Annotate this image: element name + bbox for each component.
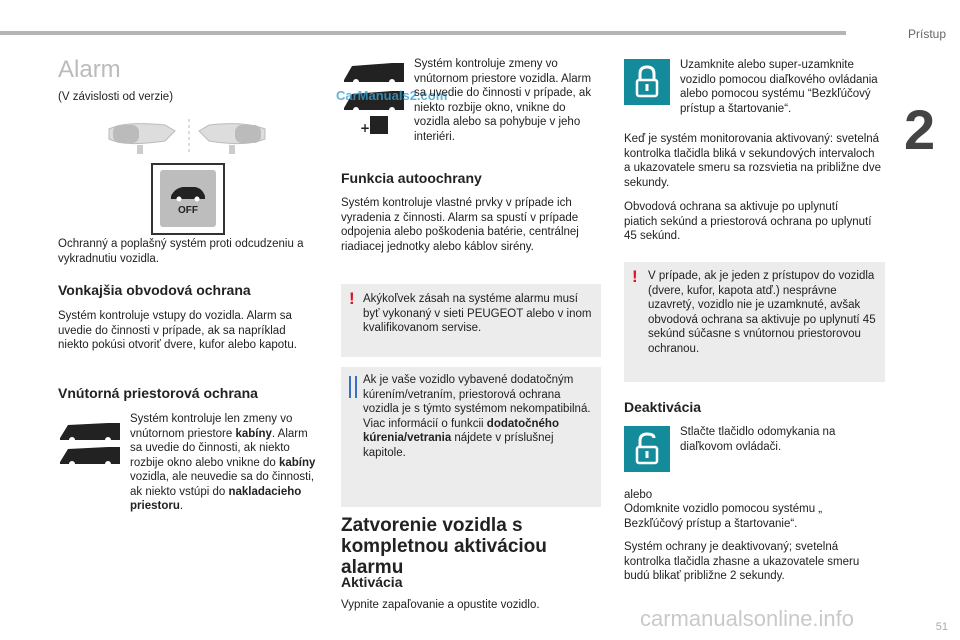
warning-icon-2: ! [632, 267, 638, 286]
subtitle: (V závislosti od verzie) [58, 91, 174, 103]
keys-icon [105, 117, 270, 157]
info-text: Ak je vaše vozidlo vybavené dodatočným kúrením/vetraním, priestorová ochrana vozidla je s týmto systémom nekompatibilná. Viac informácií o funkcii dodatočného kúrenia/vetrania nájdete v príslušnej kapitole. [363, 374, 591, 459]
info-box [341, 367, 601, 507]
alarm-off-button [151, 163, 225, 235]
lock-heading: Zatvorenie vozidla s kompletnou aktiváciou alarmu [341, 515, 547, 578]
car-shield-icon [169, 184, 207, 202]
section-title: Prístup [907, 27, 946, 41]
svg-text:+: + [360, 121, 371, 135]
or-step: Odomknite vozidlo pomocou systému „ Bezkľúčový prístup a štartovanie“. [624, 503, 823, 530]
int-heading: Vnútorná priestorová ochrana [58, 385, 258, 401]
chapter-number: 2 [904, 98, 936, 161]
monitor-text: Keď je systém monitorovania aktivovaný: svetelná kontrolka tlačidla bliká v sekundových intervaloch a ukazovatele smeru sa rozsvietia na približne dve sekundy. [624, 133, 881, 189]
page-title: Alarm [58, 56, 121, 83]
ext-text: Systém kontroluje vstupy do vozidla. Alarm sa uvedie do činnosti v prípade, ak sa napríklad niekto pokúsi otvoriť dvere, kufor alebo kapotu. [58, 310, 297, 351]
warning-text: Akýkoľvek zásah na systéme alarmu musí byť vykonaný v sieti PEUGEOT alebo v inom kvalifikovanom servise. [363, 293, 592, 334]
lock-button [624, 59, 670, 105]
activation-step: Vypnite zapaľovanie a opustite vozidlo. [341, 599, 540, 611]
activation-heading: Aktivácia [341, 574, 403, 590]
warning-icon: ! [349, 289, 355, 308]
lock-step: Uzamknite alebo super-uzamknite vozidlo pomocou diaľkového ovládania alebo pomocou systému “Bezkľúčový prístup a štartovanie“. [680, 59, 878, 115]
intro-text: Ochranný a poplašný systém proti odcudzeniu a vykradnutiu vozidla. [58, 238, 304, 265]
van-cabin-icon [58, 418, 124, 468]
self-heading: Funkcia autoochrany [341, 170, 482, 186]
deact-step: Stlačte tlačidlo odomykania na diaľkovom ovládači. [680, 426, 836, 453]
warning-box [341, 284, 601, 357]
interior-text: Systém kontroluje zmeny vo vnútornom priestore vozidla. Alarm sa uvedie do činnosti v prípade, ak niekto rozbije okno, vnikne do vozidla alebo sa pohybuje v jeho interiéri. [414, 58, 592, 143]
info-icon [349, 376, 357, 398]
ext-heading: Vonkajšia obvodová ochrana [58, 282, 251, 298]
alarm-button-face [160, 170, 216, 227]
watermark-bottom: carmanualsonline.info [640, 606, 855, 631]
self-text: Systém kontroluje vlastné prvky v prípade ich vyradenia z činnosti. Alarm sa spustí v prípade odpojenia alebo poškodenia batérie, centrálnej riadiacej jednotky alebo káblov sirény. [341, 197, 579, 253]
lock-icon [624, 59, 670, 105]
off-label: OFF [178, 205, 198, 216]
perimeter-text: Obvodová ochrana sa aktivuje po uplynutí piatich sekúnd a priestorová ochrana po uplynutí 45 sekúnd. [624, 201, 872, 242]
final-text: Systém ochrany je deaktivovaný; svetelná kontrolka tlačidla zhasne a ukazovatele smeru budú blikať približne 2 sekundy. [624, 541, 860, 582]
unlock-button [624, 426, 670, 472]
page-number: 51 [935, 620, 948, 633]
warning-box-2 [624, 262, 885, 382]
int-text: Systém kontroluje len zmeny vo vnútornom priestore kabíny. Alarm sa uvedie do činnosti, ak niekto rozbije okno alebo vnikne do kabíny vozidla, ale neuvedie sa do činnosti, ak niekto vstúpi do nakladacieho priestoru. [130, 413, 316, 512]
deact-heading: Deaktivácia [624, 399, 702, 415]
header-bar [0, 31, 846, 35]
unlock-icon [624, 426, 670, 472]
warning-text-2: V prípade, ak je jeden z prístupov do vozidla (dvere, kufor, kapota atď.) nesprávne uzavretý, vozidlo nie je uzamknuté, avšak obvodová ochrana sa aktivuje po uplynutí 45 sekúnd súčasne s vnútornou priestorovou ochranou. [648, 270, 876, 355]
watermark-top: CarManuals2.com [336, 88, 448, 103]
or-text: alebo [624, 489, 653, 501]
